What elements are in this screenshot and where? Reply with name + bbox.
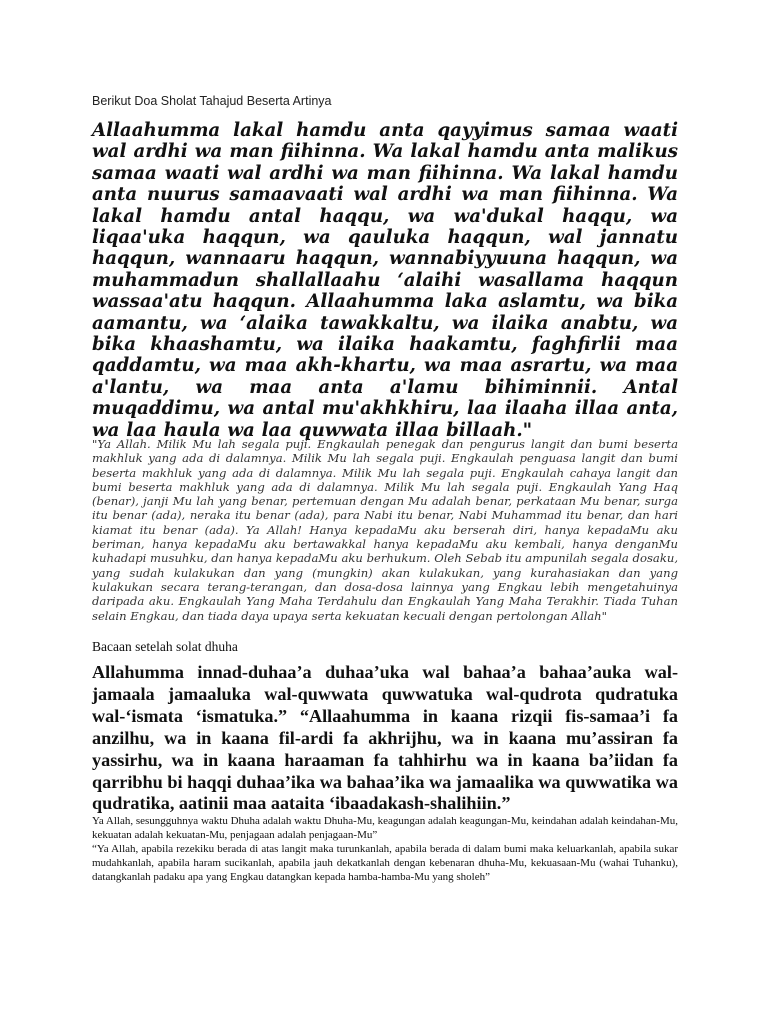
dhuha-translation-paragraph-2: “Ya Allah, apabila rezekiku berada di atas langit maka turunkanlah, apabila berada di dalam bumi maka keluarkanlah, apabila sukar mudahkanlah, apabila haram sucikanlah, apabila jauh dekatkanlah dengan kebenaran dhuha-Mu, kekuasaan-Mu (wahai Tuhanku), datangkanlah padaku apa yang Engkau datangkan kepada hamba-hamba-Mu yang sholeh” [92, 842, 678, 883]
tahajud-prayer-text: Allaahumma lakal hamdu anta qayyimus samaa waati wal ardhi wa man fiihinna. Wa lakal hamdu anta malikus samaa waati wal ardhi wa man fiihinna. Wa lakal hamdu anta nuurus samaavaati wal ardhi wa man fiihinna. Wa lakal hamdu antal haqqu, wa wa'dukal haqqu, wa liqaa'uka haqqun, wa qauluka haqqun, wal jannatu haqqun, wannaaru haqqun, wannabiyyuuna haqqun, wa muhammadun shallallaahu ‘alaihi wasallama haqqun wassaa'atu haqqun. Allaahumma laka aslamtu, wa bika aamantu, wa ‘alaika tawakkaltu, wa ilaika anabtu, wa bika khaashamtu, wa ilaika haakamtu, faghfirlii maa qaddamtu, wa maa akh-khartu, wa maa asrartu, wa maa a'lantu, wa maa anta a'lamu bihiminnii. Antal muqaddimu, wa antal mu'akhkhiru, laa ilaaha illaa anta, wa laa haula wa laa quwwata illaa billaah." [92, 120, 678, 441]
tahajud-translation: "Ya Allah. Milik Mu lah segala puji. Engkaulah penegak dan pengurus langit dan bumi beserta makhluk yang ada di dalamnya. Milik Mu lah segala puji. Engkaulah penguasa langit dan bumi beserta makhluk yang ada di dalamnya. Milik Mu lah segala puji. Engkaulah cahaya langit dan bumi beserta makhluk yang ada di dalamnya. Milik Mu lah segala puji. Engkaulah Yang Haq (benar), janji Mu lah yang benar, pertemuan dengan Mu adalah benar, perkataan Mu benar, surga itu benar (ada), neraka itu benar (ada), para Nabi itu benar, Nabi Muhammad itu benar, dan hari kiamat itu benar (ada). Ya Allah! Hanya kepadaMu aku berserah diri, hanya kepadaMu aku beriman, hanya kepadaMu aku bertawakkal hanya kepadaMu aku kembali, hanya denganMu kuhadapi musuhku, dan hanya kepadaMu aku berhukum. Oleh Sebab itu ampunilah segala dosaku, yang sudah kulakukan dan yang (mungkin) akan kulakukan, yang kurahasiakan dan yang kulakukan secara terang-terangan, dan dosa-dosa lainnya yang Engkau lebih mengetahuinya daripada aku. Engkaulah Yang Maha Terdahulu dan Engkaulah Yang Maha Terakhir. Tiada Tuhan selain Engkau, dan tiada daya upaya serta kekuatan kecuali dengan pertolongan Allah" [92, 437, 678, 623]
dhuha-heading: Bacaan setelah solat dhuha [92, 639, 238, 654]
dhuha-prayer-text: Allahumma innad-duhaa’a duhaa’uka wal bahaa’a bahaa’auka wal-jamaala jamaaluka wal-quwwata quwwatuka wal-qudrota qudratuka wal-‘ismata ‘ismatuka.” “Allaahumma in kaana rizqii fis-samaa’i fa anzilhu, wa in kaana fil-ardi fa akhrijhu, wa in kaana mu’assiran fa yassirhu, wa in kaana haraaman fa tahhirhu wa in kaana ba’iidan fa qarribhu bi haqqi duhaa’ika wa bahaa’ika wa jamaalika wa quwwatika wa qudratika, aatinii maa aataita ‘ibaadakash-shalihiin.” [92, 662, 678, 814]
dhuha-translation-paragraph-1: Ya Allah, sesungguhnya waktu Dhuha adalah waktu Dhuha-Mu, keagungan adalah keagungan-Mu, keindahan adalah keindahan-Mu, kekuatan adalah kekuatan-Mu, penjagaan adalah penjagaan-Mu” [92, 815, 678, 841]
tahajud-heading: Berikut Doa Sholat Tahajud Beserta Artinya [92, 94, 332, 108]
dhuha-translation [92, 815, 678, 885]
